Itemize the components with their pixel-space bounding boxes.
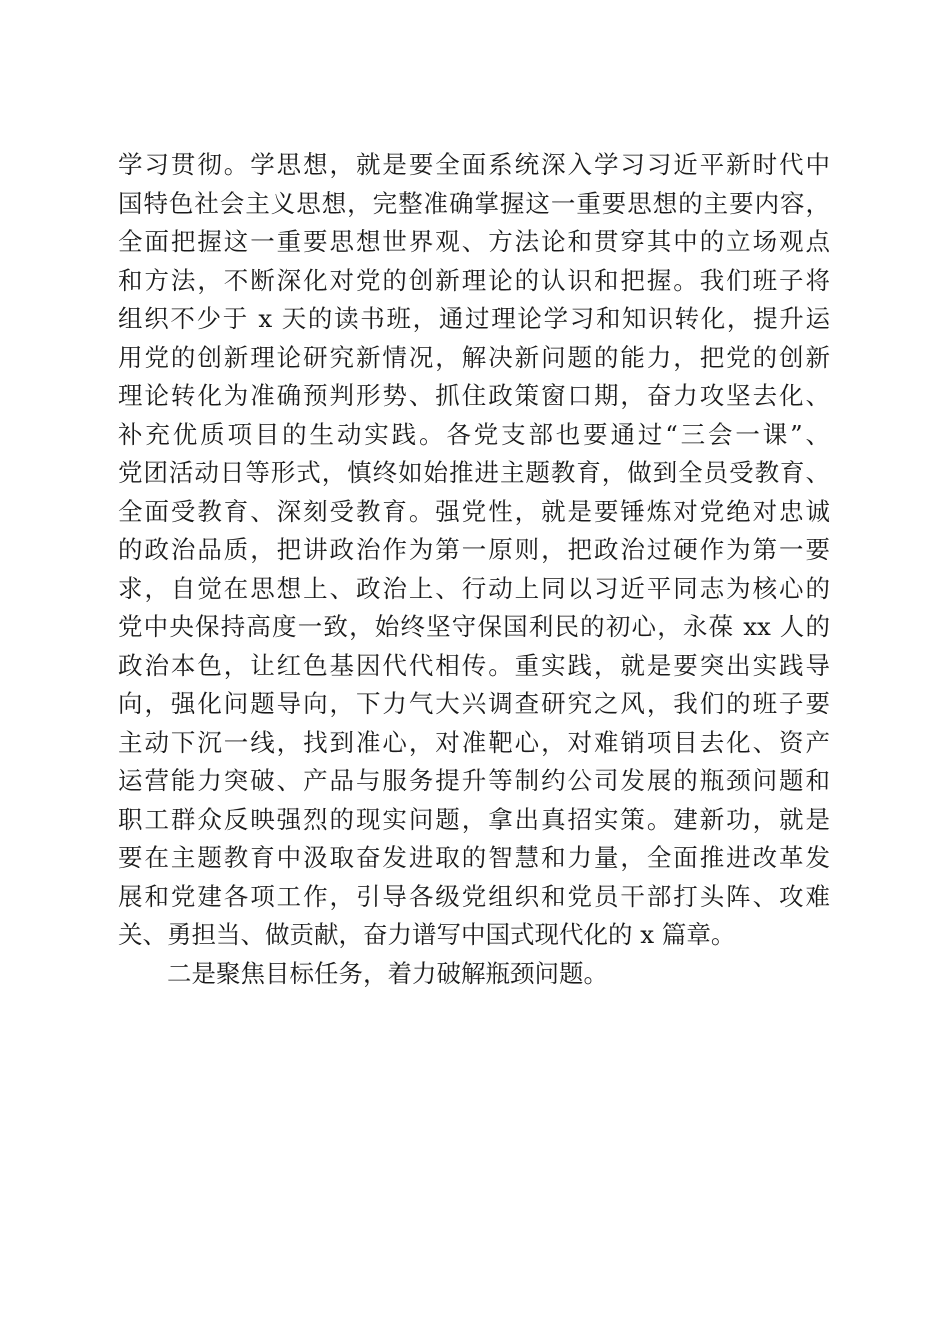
text-line: 全面受教育、深刻受教育。强党性，就是要锤炼对党绝对忠诚	[118, 496, 830, 526]
text-line: 运营能力突破、产品与服务提升等制约公司发展的瓶颈问题和	[118, 766, 830, 795]
text-line: 理论转化为准确预判形势、抓住政策窗口期，奋力攻坚去化、	[118, 381, 830, 410]
text-line: 向，强化问题导向，下力气大兴调查研究之风，我们的班子要	[118, 689, 830, 718]
body-text	[118, 146, 830, 993]
text-line: 求，自觉在思想上、政治上、行动上同以习近平同志为核心的	[118, 573, 830, 603]
text-line: 组织不少于 x 天的读书班，通过理论学习和知识转化，提升运	[118, 304, 830, 333]
text-line: 用党的创新理论研究新情况，解决新问题的能力，把党的创新	[118, 342, 830, 372]
text-line: 政治本色，让红色基因代代相传。重实践，就是要突出实践导	[118, 650, 830, 680]
text-line: 的政治品质，把讲政治作为第一原则，把政治过硬作为第一要	[118, 535, 830, 564]
section-heading: 二是聚焦目标任务，着力破解瓶颈问题。	[167, 958, 608, 988]
text-line: 展和党建各项工作，引导各级党组织和党员干部打头阵、攻难	[118, 881, 830, 911]
text-line: 党团活动日等形式，慎终如始推进主题教育，做到全员受教育、	[118, 458, 830, 487]
text-line: 补充优质项目的生动实践。各党支部也要通过“三会一课”、	[118, 419, 830, 449]
text-line: 和方法，不断深化对党的创新理论的认识和把握。我们班子将	[118, 265, 830, 295]
text-line: 党中央保持高度一致，始终坚守保国利民的初心，永葆 xx 人的	[118, 612, 830, 641]
text-line: 职工群众反映强烈的现实问题，拿出真招实策。建新功，就是	[118, 804, 830, 834]
text-line: 全面把握这一重要思想世界观、方法论和贯穿其中的立场观点	[118, 227, 830, 256]
text-line: 学习贯彻。学思想，就是要全面系统深入学习习近平新时代中	[118, 150, 830, 179]
text-line: 国特色社会主义思想，完整准确掌握这一重要思想的主要内容，	[118, 188, 830, 218]
text-line-paragraph-end: 关、勇担当、做贡献，奋力谱写中国式现代化的 x 篇章。	[118, 920, 736, 949]
text-line: 主动下沉一线，找到准心，对准靶心，对难销项目去化、资产	[118, 727, 830, 757]
text-line: 要在主题教育中汲取奋发进取的智慧和力量，全面推进改革发	[118, 843, 830, 872]
